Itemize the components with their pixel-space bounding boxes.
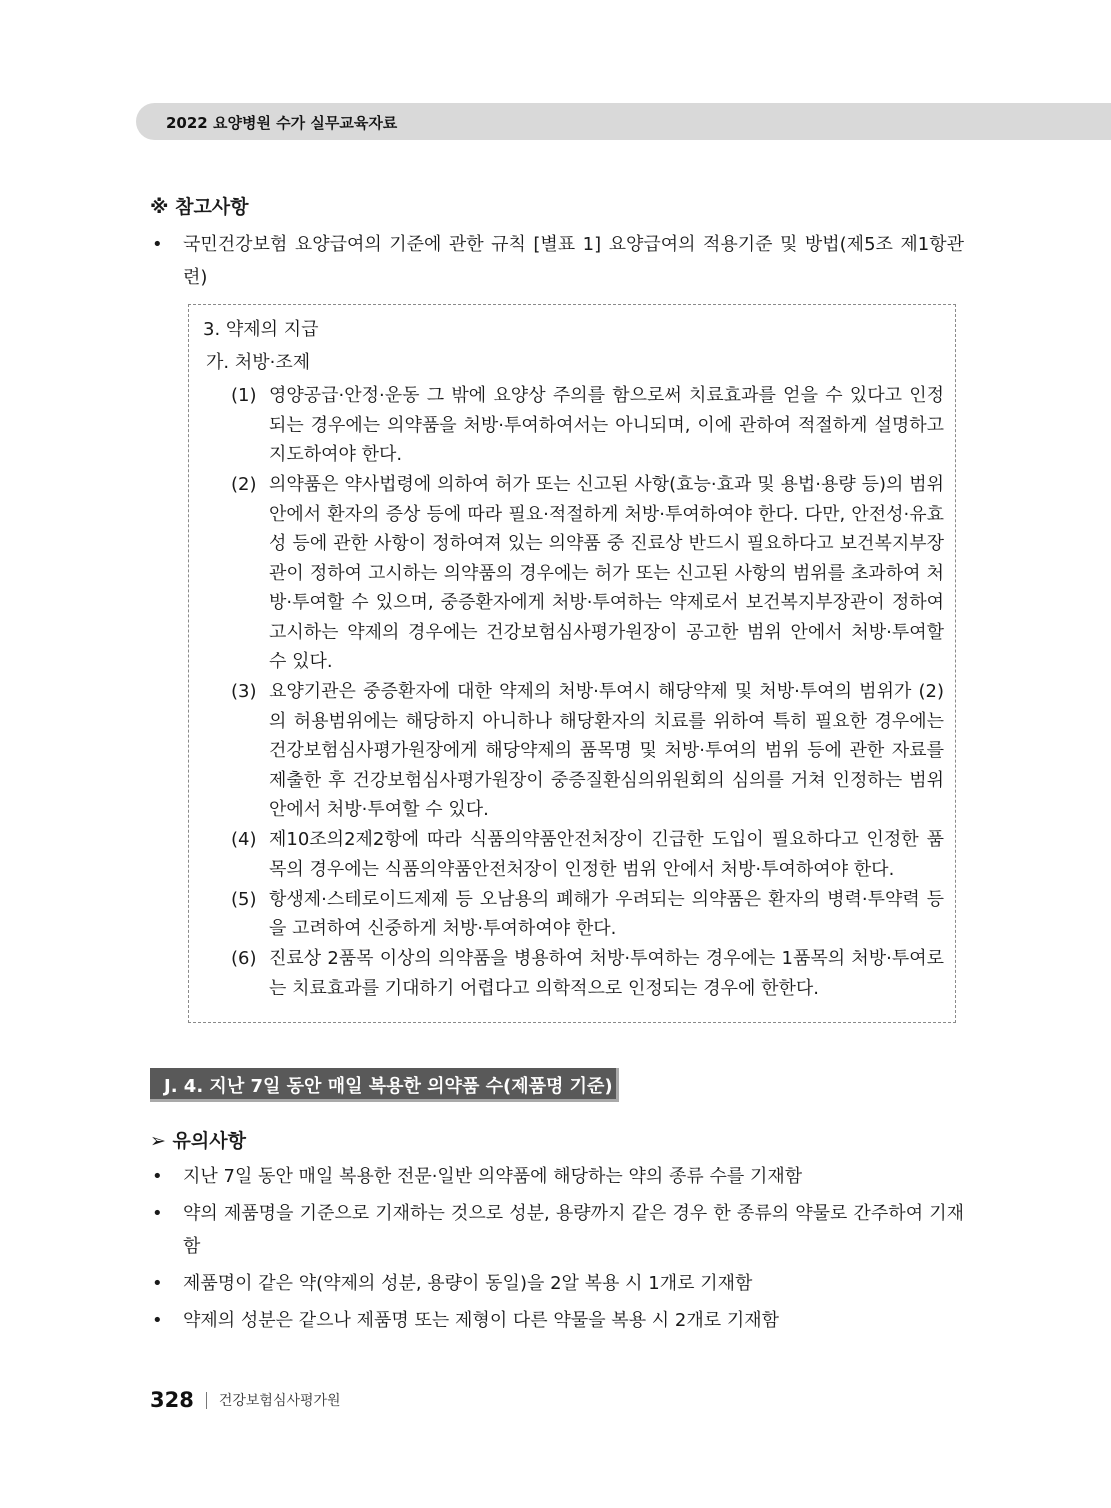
bullet-icon: • [152,1166,163,1187]
regulation-item [231,470,944,677]
bullet-icon: • [152,1203,163,1224]
regulation-item-number: (4) [231,829,257,850]
section-title: J. 4. 지난 7일 동안 매일 복용한 의약품 수(제품명 기준) [164,1076,613,1097]
notes-bullet-item [152,1160,964,1193]
regulation-title: 3. 약제의 지급 [203,319,319,340]
regulation-item-text: 제10조의2제2항에 따라 식품의약품안전처장이 긴급한 도입이 필요하다고 인정한 품목의 경우에는 식품의약품안전처장이 인정한 범위 안에서 처방·투여하여야 한다. [269,829,944,880]
notes-bullet-text: 지난 7일 동안 매일 복용한 전문·일반 의약품에 해당하는 약의 종류 수를 기재함 [183,1166,803,1187]
reference-bullet-list [152,228,964,294]
reference-heading: ※ 참고사항 [150,196,249,218]
regulation-item [231,944,944,1003]
notes-bullet-list [152,1160,964,1341]
section-title-bar [150,1068,619,1102]
notes-bullet-text: 약의 제품명을 기준으로 기재하는 것으로 성분, 용량까지 같은 경우 한 종류의 약물로 간주하여 기재함 [183,1203,964,1257]
regulation-item-number: (6) [231,948,257,969]
regulation-item-text: 항생제·스테로이드제제 등 오남용의 폐해가 우려되는 의약품은 환자의 병력·투약력 등을 고려하여 신중하게 처방·투여하여야 한다. [269,888,944,939]
bullet-icon: • [152,1273,163,1294]
bullet-icon: • [152,1310,163,1331]
regulation-item-text: 요양기관은 중증환자에 대한 약제의 처방·투여시 해당약제 및 처방·투여의 범위가 (2)의 허용범위에는 해당하지 아니하나 해당환자의 치료를 위하여 특히 필요한 경우에는 건강보험심사평가원장에게 해당약제의 품목명 및 처방·투여의 범위 등에 관한 자료를 제출한 후 건강보험심사평가원장이 중증질환심의위원회의 심의를 거쳐 인정하는 범위 안에서 처방·투여할 수 있다. [269,681,944,820]
regulation-item-number: (3) [231,681,257,702]
regulation-item-text: 영양공급·안정·운동 그 밖에 요양상 주의를 함으로써 치료효과를 얻을 수 있다고 인정되는 경우에는 의약품을 처방·투여하여서는 아니되며, 이에 관하여 적절하게 설명하고 지도하여야 한다. [269,385,944,465]
notes-bullet-text: 제품명이 같은 약(약제의 성분, 용량이 동일)을 2알 복용 시 1개로 기재함 [183,1273,753,1294]
page-number: 328 [150,1388,194,1412]
reference-bullet-text: 국민건강보험 요양급여의 기준에 관한 규칙 [별표 1] 요양급여의 적용기준 및 방법(제5조 제1항관련) [183,234,964,288]
regulation-item-list [231,381,944,1004]
regulation-item [231,381,944,470]
regulation-item-number: (2) [231,474,257,495]
regulation-box [188,304,956,1023]
document-title: 2022 요양병원 수가 실무교육자료 [166,114,398,132]
notes-bullet-item [152,1304,964,1337]
page-footer [150,1388,341,1412]
footer-divider [206,1392,207,1409]
notes-bullet-text: 약제의 성분은 같으나 제품명 또는 제형이 다른 약물을 복용 시 2개로 기재함 [183,1310,780,1331]
regulation-item-number: (5) [231,888,257,910]
regulation-item-number: (1) [231,385,257,406]
regulation-item [231,677,944,825]
notes-bullet-item [152,1197,964,1263]
notes-bullet-item [152,1267,964,1300]
regulation-item-text: 진료상 2품목 이상의 의약품을 병용하여 처방·투여하는 경우에는 1품목의 처방·투여로는 치료효과를 기대하기 어렵다고 의학적으로 인정되는 경우에 한한다. [269,948,944,999]
notes-heading: ➢ 유의사항 [150,1130,246,1152]
bullet-icon: • [152,234,163,255]
footer-organization: 건강보험심사평가원 [218,1393,341,1409]
regulation-subtitle: 가. 처방·조제 [206,352,311,373]
reference-bullet-item [152,228,964,294]
regulation-item [231,885,944,944]
regulation-item [231,825,944,884]
regulation-item-text: 의약품은 약사법령에 의하여 허가 또는 신고된 사항(효능·효과 및 용법·용량 등)의 범위 안에서 환자의 증상 등에 따라 필요·적절하게 처방·투여하여야 한다. 다만, 안전성·유효성 등에 관한 사항이 정하여져 있는 의약품 중 진료상 반드시 필요하다고 보건복지부장관이 정하여 고시하는 의약품의 경우에는 허가 또는 신고된 사항의 범위를 초과하여 처방·투여할 수 있으며, 중증환자에게 처방·투여하는 약제로서 보건복지부장관이 정하여 고시하는 약제의 경우에는 건강보험심사평가원장이 공고한 범위 안에서 처방·투여할 수 있다. [269,474,944,672]
